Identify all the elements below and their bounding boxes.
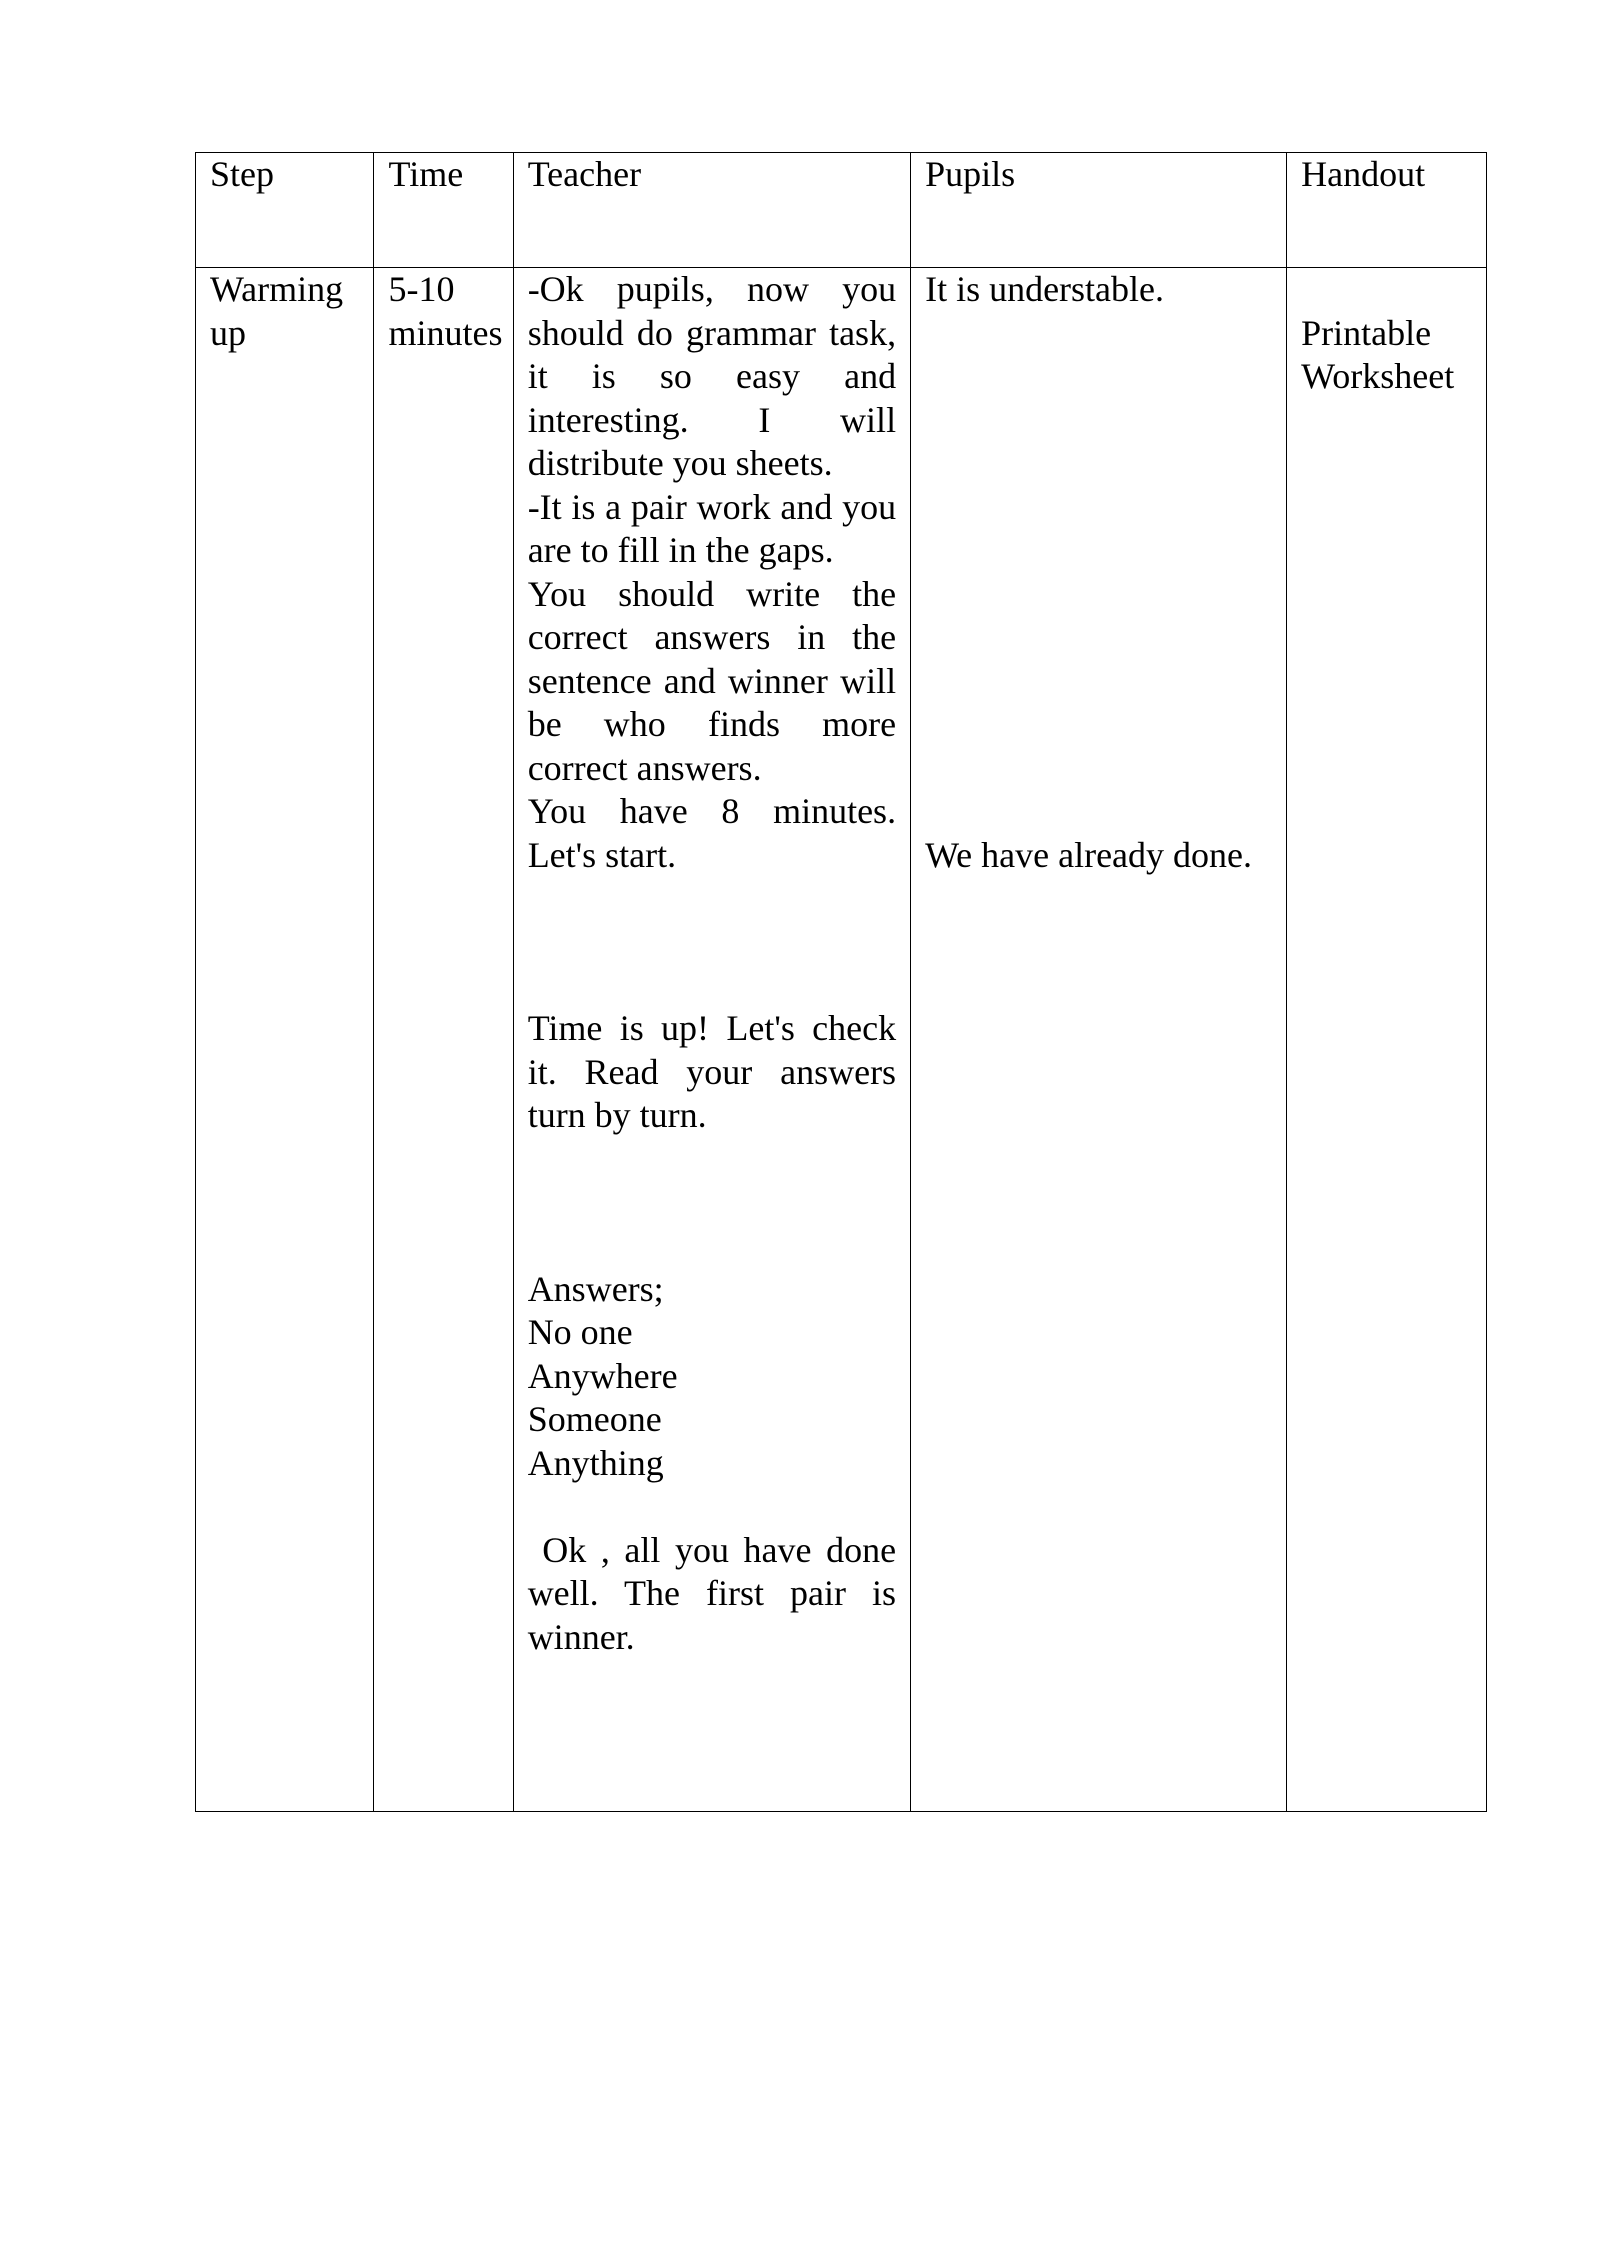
header-handout (1287, 153, 1487, 268)
header-time (374, 153, 513, 268)
teacher-spacer (528, 1485, 896, 1529)
header-teacher (513, 153, 910, 268)
teacher-paragraph-3: You should write the correct answers in the sentence and winner will be who finds more correct answers. (527, 573, 897, 788)
time-value: 5-10 minutes (388, 269, 503, 353)
teacher-paragraph-6: Ok , all you have done well. The first pair is winner. (527, 1529, 906, 1657)
header-step (196, 153, 374, 268)
table-row (196, 268, 1487, 1812)
table-header-row (196, 153, 1487, 268)
teacher-paragraph-4: You have 8 minutes. Let's start. (527, 791, 897, 875)
teacher-paragraph-2: -It is a pair work and you are to fill in the gaps. (527, 486, 897, 570)
answer-item: No one (527, 1312, 633, 1352)
teacher-paragraph-5: Time is up! Let's check it. Read your answers turn by turn. (527, 1008, 897, 1135)
teacher-spacer (528, 1138, 896, 1268)
answer-item: Anywhere (527, 1355, 678, 1396)
pupils-cell (911, 268, 1287, 1812)
step-value: Warming up (210, 269, 344, 353)
step-cell (196, 268, 374, 1812)
teacher-spacer (528, 877, 896, 1007)
answer-item: Someone (527, 1399, 662, 1439)
handout-spacer (1301, 268, 1472, 312)
pupils-reply-2: We have already done. (925, 834, 1253, 875)
header-time-label: Time (388, 154, 464, 194)
pupils-reply-1: It is understable. (925, 269, 1165, 309)
header-handout-label: Handout (1301, 154, 1426, 194)
handout-cell (1287, 268, 1487, 1812)
answer-item: Anything (527, 1442, 664, 1483)
header-teacher-label: Teacher (527, 154, 642, 194)
pupils-spacer (925, 312, 1272, 834)
handout-value: Printable Worksheet (1301, 312, 1455, 396)
header-pupils-label: Pupils (925, 154, 1016, 194)
header-step-label: Step (210, 154, 275, 194)
lesson-plan-table (195, 152, 1487, 1812)
answers-heading: Answers; (527, 1268, 664, 1309)
teacher-paragraph-1: -Ok pupils, now you should do grammar task, it is so easy and interesting. I will distribute you sheets. (527, 269, 897, 483)
header-pupils (911, 153, 1287, 268)
time-cell (374, 268, 513, 1812)
teacher-cell (513, 268, 910, 1812)
